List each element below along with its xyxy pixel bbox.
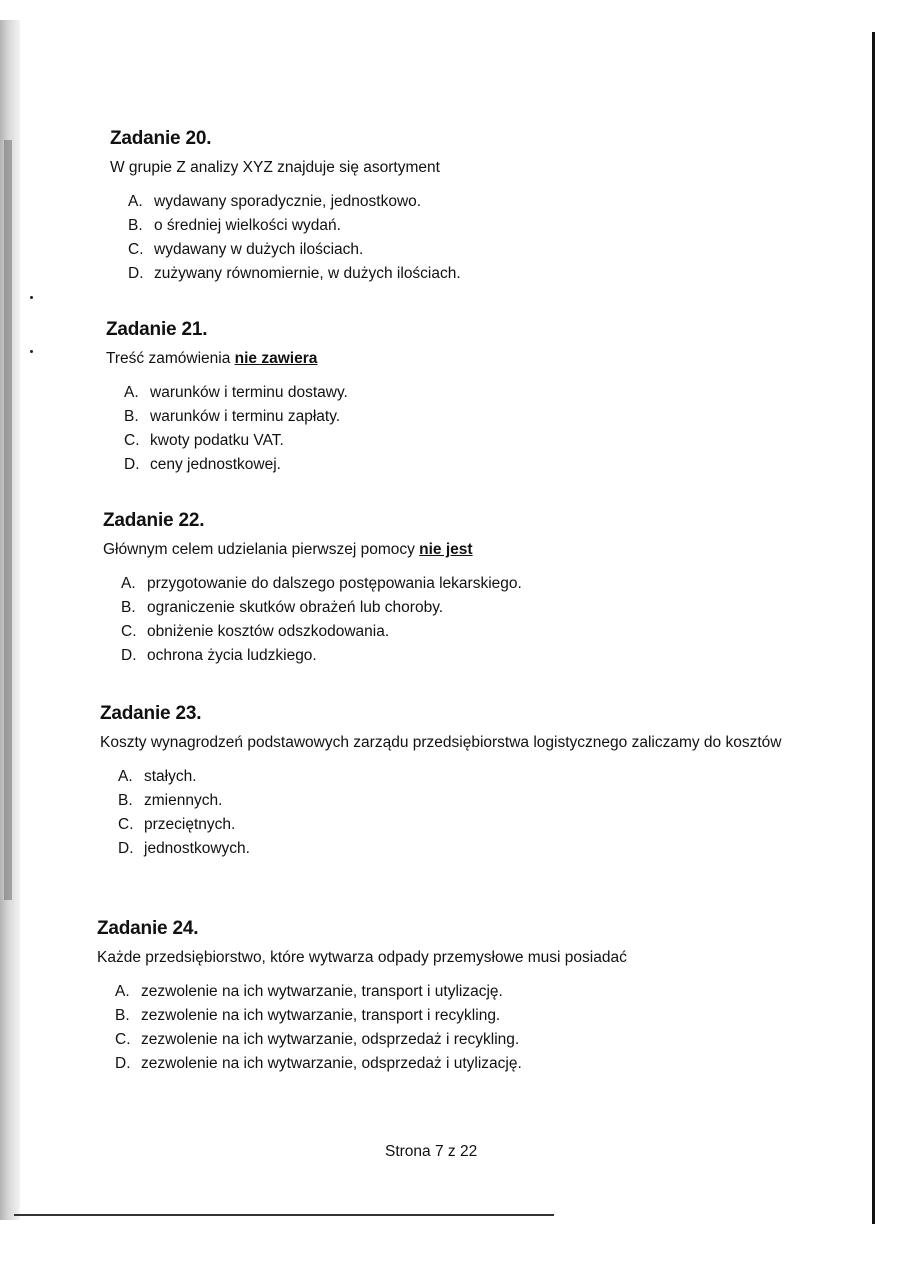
answer-option-b [121,596,803,620]
page-border-bottom [14,1214,554,1216]
task-question [106,349,806,369]
scan-shadow-left [4,140,12,900]
option-text: zezwolenie na ich wytwarzanie, odsprzedaż i recykling. [141,1031,520,1048]
answer-option-d [121,644,803,668]
answer-list [103,572,803,668]
option-text: przeciętnych. [144,816,236,833]
question-text: Koszty wynagrodzeń podstawowych zarządu przedsiębiorstwa logistycznego zaliczamy do kosztów [100,734,782,751]
option-letter: B. [121,599,136,616]
option-letter: D. [115,1055,131,1072]
question-emphasis: nie jest [419,541,473,558]
answer-option-d [115,1052,797,1076]
option-text: ograniczenie skutków obrażeń lub choroby. [147,599,444,616]
option-letter: C. [121,623,137,640]
option-letter: B. [118,792,133,809]
task-question [97,948,797,968]
answer-list [110,190,810,286]
option-text: zużywany równomiernie, w dużych ilościach. [154,265,461,282]
answer-option-d [118,837,800,861]
page-border-right [872,32,875,1224]
option-text: zezwolenie na ich wytwarzanie, transport i recykling. [141,1007,501,1024]
option-text: jednostkowych. [144,840,250,857]
answer-option-c [121,620,803,644]
answer-option-b [118,789,800,813]
option-letter: C. [115,1031,131,1048]
answer-option-c [124,429,806,453]
option-letter: D. [128,265,144,282]
option-letter: A. [121,575,136,592]
option-letter: C. [124,432,140,449]
task-title: Zadanie 22. [103,510,205,531]
option-letter: C. [118,816,134,833]
option-text: zezwolenie na ich wytwarzanie, odsprzedaż i utylizację. [141,1055,522,1072]
question-text: Głównym celem udzielania pierwszej pomocy [103,541,420,558]
option-letter: C. [128,241,144,258]
question-emphasis: nie zawiera [234,350,318,367]
answer-option-c [115,1028,797,1052]
option-letter: B. [124,408,139,425]
question-text: Treść zamówienia [106,350,235,367]
option-letter: A. [118,768,133,785]
question-text: Każde przedsiębiorstwo, które wytwarza odpady przemysłowe musi posiadać [97,949,627,966]
option-letter: D. [118,840,134,857]
answer-option-b [128,214,810,238]
option-text: zmiennych. [144,792,223,809]
option-text: wydawany w dużych ilościach. [154,241,364,258]
page-number: Strona 7 z 22 [385,1143,478,1160]
answer-option-c [128,238,810,262]
option-text: obniżenie kosztów odszkodowania. [147,623,390,640]
option-letter: A. [115,983,130,1000]
task-title: Zadanie 24. [97,918,199,939]
answer-option-d [124,453,806,477]
option-text: przygotowanie do dalszego postępowania lekarskiego. [147,575,522,592]
answer-list [100,765,800,861]
task-23 [100,703,800,861]
option-letter: A. [124,384,139,401]
task-question [110,158,810,178]
scan-speck [30,296,33,299]
task-20 [110,128,810,286]
option-text: wydawany sporadycznie, jednostkowo. [154,193,422,210]
answer-option-a [128,190,810,214]
option-text: o średniej wielkości wydań. [154,217,341,234]
question-text: W grupie Z analizy XYZ znajduje się asortyment [110,159,440,176]
answer-option-a [124,381,806,405]
option-letter: A. [128,193,143,210]
answer-option-a [121,572,803,596]
answer-option-b [115,1004,797,1028]
task-title: Zadanie 20. [110,128,212,149]
answer-option-a [115,980,797,1004]
option-text: zezwolenie na ich wytwarzanie, transport i utylizację. [141,983,503,1000]
option-letter: B. [128,217,143,234]
task-21 [106,319,806,477]
answer-list [97,980,797,1076]
answer-list [106,381,806,477]
answer-option-d [128,262,810,286]
task-title: Zadanie 23. [100,703,202,724]
answer-option-c [118,813,800,837]
option-text: warunków i terminu zapłaty. [150,408,341,425]
option-text: stałych. [144,768,197,785]
task-22 [103,510,803,668]
option-text: warunków i terminu dostawy. [150,384,348,401]
option-letter: D. [124,456,140,473]
option-letter: B. [115,1007,130,1024]
option-text: ceny jednostkowej. [150,456,281,473]
task-title: Zadanie 21. [106,319,208,340]
task-24 [97,918,797,1076]
scan-speck [30,350,33,353]
option-text: ochrona życia ludzkiego. [147,647,317,664]
answer-option-a [118,765,800,789]
task-question [100,733,800,753]
option-text: kwoty podatku VAT. [150,432,284,449]
answer-option-b [124,405,806,429]
task-question [103,540,803,560]
option-letter: D. [121,647,137,664]
